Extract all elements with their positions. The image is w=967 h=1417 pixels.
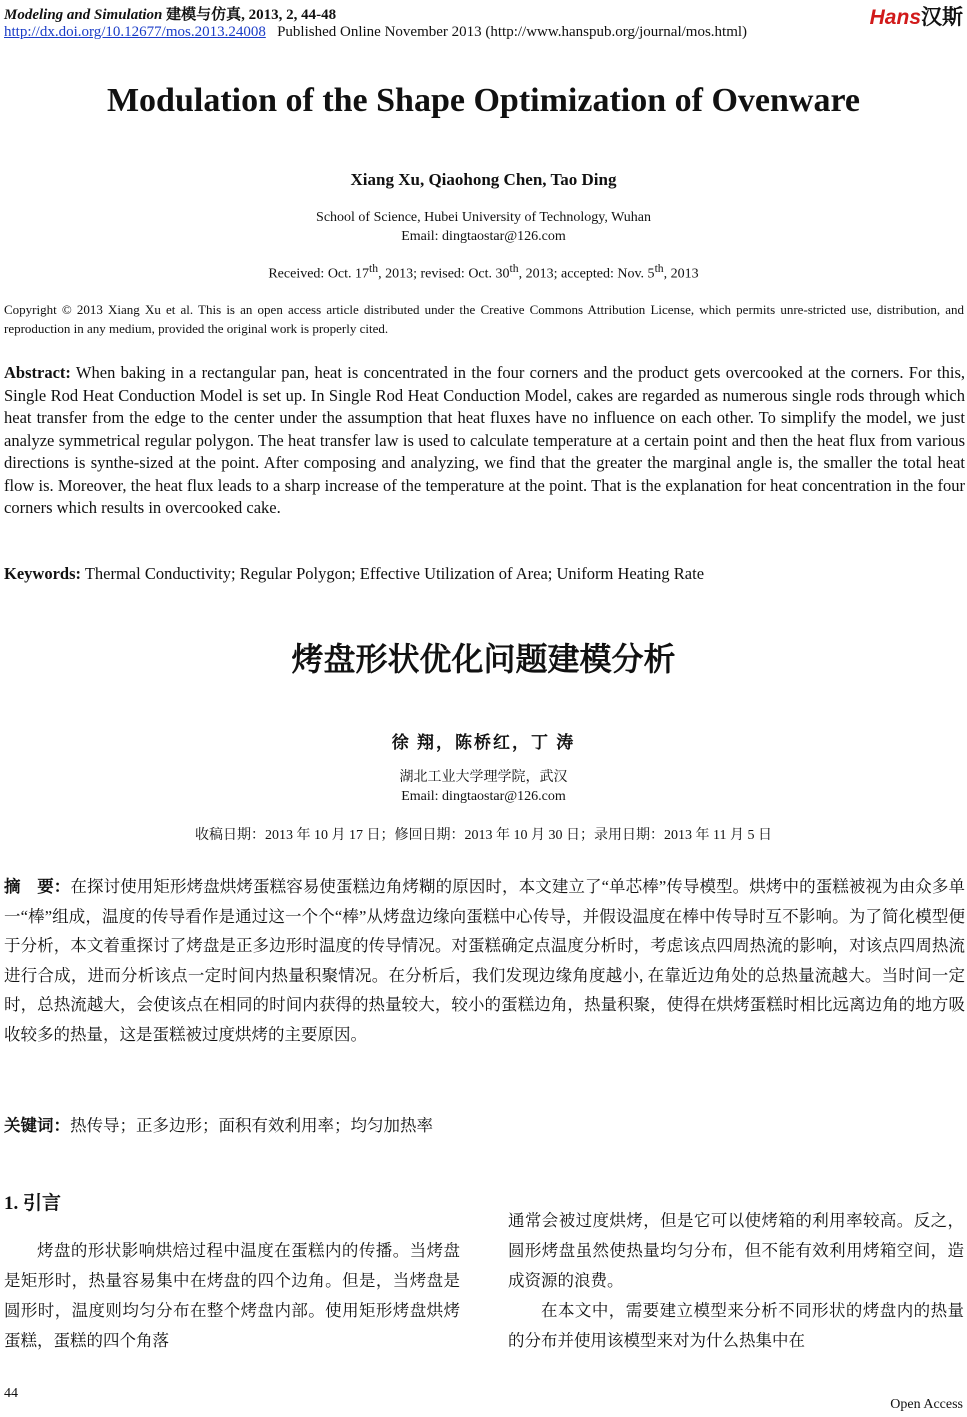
email-cn: Email: dingtaostar@126.com [401,789,566,804]
received-dates-cn: 收稿日期：2013 年 10 月 17 日；修回日期：2013 年 10 月 30 日；录用日期：2013 年 11 月 5 日 [195,828,772,843]
body-paragraph: 在本文中，需要建立模型来分析不同形状的烤盘内的热量的分布并使用该模型来对为什么热集中在 [508,1301,964,1350]
keywords-en [4,564,704,584]
logo-text-en: Hans [869,6,921,29]
page-number: 44 [4,1386,18,1401]
abstract-en [4,362,965,520]
body-paragraph: 烤盘的形状影响烘焙过程中温度在蛋糕内的传播。当烤盘是矩形时，热量容易集中在烤盘的四个边角。但是，当烤盘是圆形时，温度则均匀分布在整个烤盘内部。使用矩形烤盘烘烤蛋糕，蛋糕的四个角落 [4,1241,460,1350]
publisher-logo [870,1,963,31]
abstract-cn [4,872,965,1049]
doi-link[interactable]: http://dx.doi.org/10.12677/mos.2013.24008 [4,24,266,40]
paper-title-en: Modulation of the Shape Optimization of Ovenware [106,82,861,119]
received-text: Received: Oct. 17 [268,266,370,282]
affiliation-block-en [0,208,967,246]
email-en: Email: dingtaostar@126.com [401,229,566,244]
revised-sup: th [509,262,519,275]
keywords-text-en: Thermal Conductivity; Regular Polygon; Effective Utilization of Area; Uniform Heating Rate [81,564,705,583]
abstract-label-cn: 摘 要： [4,877,71,896]
keywords-label-cn: 关键词： [4,1116,70,1135]
revised-text: , 2013; revised: Oct. 30 [378,266,510,282]
keywords-label-en: Keywords: [4,564,81,583]
copyright-notice: Copyright © 2013 Xiang Xu et al. This is an open access article distributed under the Creative Commons Attribution License, which permits unre-stricted use, distribution, and reproduction in any medium, provided the original work is properly cited. [4,302,964,336]
received-dates-en [0,262,967,283]
logo-text-cn: 汉斯 [921,6,963,29]
paper-title-cn: 烤盘形状优化问题建模分析 [291,640,676,678]
authors-en: Xiang Xu, Qiaohong Chen, Tao Ding [350,170,617,189]
accepted-text: , 2013; accepted: Nov. 5 [518,266,655,282]
accepted-sup: th [654,262,664,275]
abstract-text-en: When baking in a rectangular pan, heat is concentrated in the four corners and the product gets overcooked at the corners. For this, Single Rod Heat Conduction Model is set up. In Single Rod Heat Conduction Model, cakes are regarded as numerous single rods through which heat transfer from the edge to the center under the assumption that heat fluxes have no influence on each other. To simplify the model, we just analyze symmetrical regular polygon. The heat transfer law is used to calculate temperature at a certain point and then the heat flux from various directions is synthe-sized at the point. After composing and analyzing, we find that the greater the marginal angle is, the smaller the total heat flow is. Moreover, the heat flux leads to a sharp increase of the temperature at the point. That is the explanation for heat concentration in the four corners which results in overcooked cake. [4,363,965,517]
body-column-right [508,1206,964,1356]
affiliation-block-cn [0,768,967,806]
abstract-label-en: Abstract: [4,363,71,382]
received-sup: th [369,262,379,275]
publication-info [4,24,747,41]
published-online: Published Online November 2013 (http://www.hanspub.org/journal/mos.html) [277,24,748,40]
keywords-cn [4,1112,433,1136]
open-access-label: Open Access [890,1397,963,1412]
authors-cn: 徐 翔，陈桥红，丁 涛 [391,733,576,752]
journal-name-cn: 建模与仿真, 2013, 2, 44-48 [166,7,337,23]
body-column-left [4,1236,460,1356]
keywords-text-cn: 热传导；正多边形；面积有效利用率；均匀加热率 [70,1116,433,1135]
section-heading-intro: 1. 引言 [4,1193,62,1214]
affiliation-en: School of Science, Hubei University of Technology, Wuhan [316,210,651,225]
abstract-text-cn: 在探讨使用矩形烤盘烘烤蛋糕容易使蛋糕边角烤糊的原因时，本文建立了“单芯棒”传导模型。烘烤中的蛋糕被视为由众多单一“棒”组成，温度的传导看作是通过这一个个“棒”从烤盘边缘向蛋糕中心传导，并假设温度在棒中传导时互不影响。为了简化模型便于分析，本文着重探讨了烤盘是正多边形时温度的传导情况。对蛋糕确定点温度分析时，考虑该点四周热流的影响，对该点四周热流进行合成，进而分析该点一定时间内热量积聚情况。在分析后，我们发现边缘角度越小, 在靠近边角处的总热量流越大。当时间一定时，总热流越大，会使该点在相同的时间内获得的热量较大，较小的蛋糕边角，热量积聚，使得在烘烤蛋糕时相比远离边角的地方吸收较多的热量，这是蛋糕被过度烘烤的主要原因。 [4,877,965,1044]
journal-header [4,3,336,24]
accepted-suffix: , 2013 [663,266,699,282]
affiliation-cn: 湖北工业大学理学院，武汉 [399,770,568,785]
body-paragraph: 通常会被过度烘烤，但是它可以使烤箱的利用率较高。反之，圆形烤盘虽然使热量均匀分布，但不能有效利用烤箱空间，造成资源的浪费。 [508,1211,964,1290]
journal-name-en: Modeling and Simulation [4,7,163,23]
